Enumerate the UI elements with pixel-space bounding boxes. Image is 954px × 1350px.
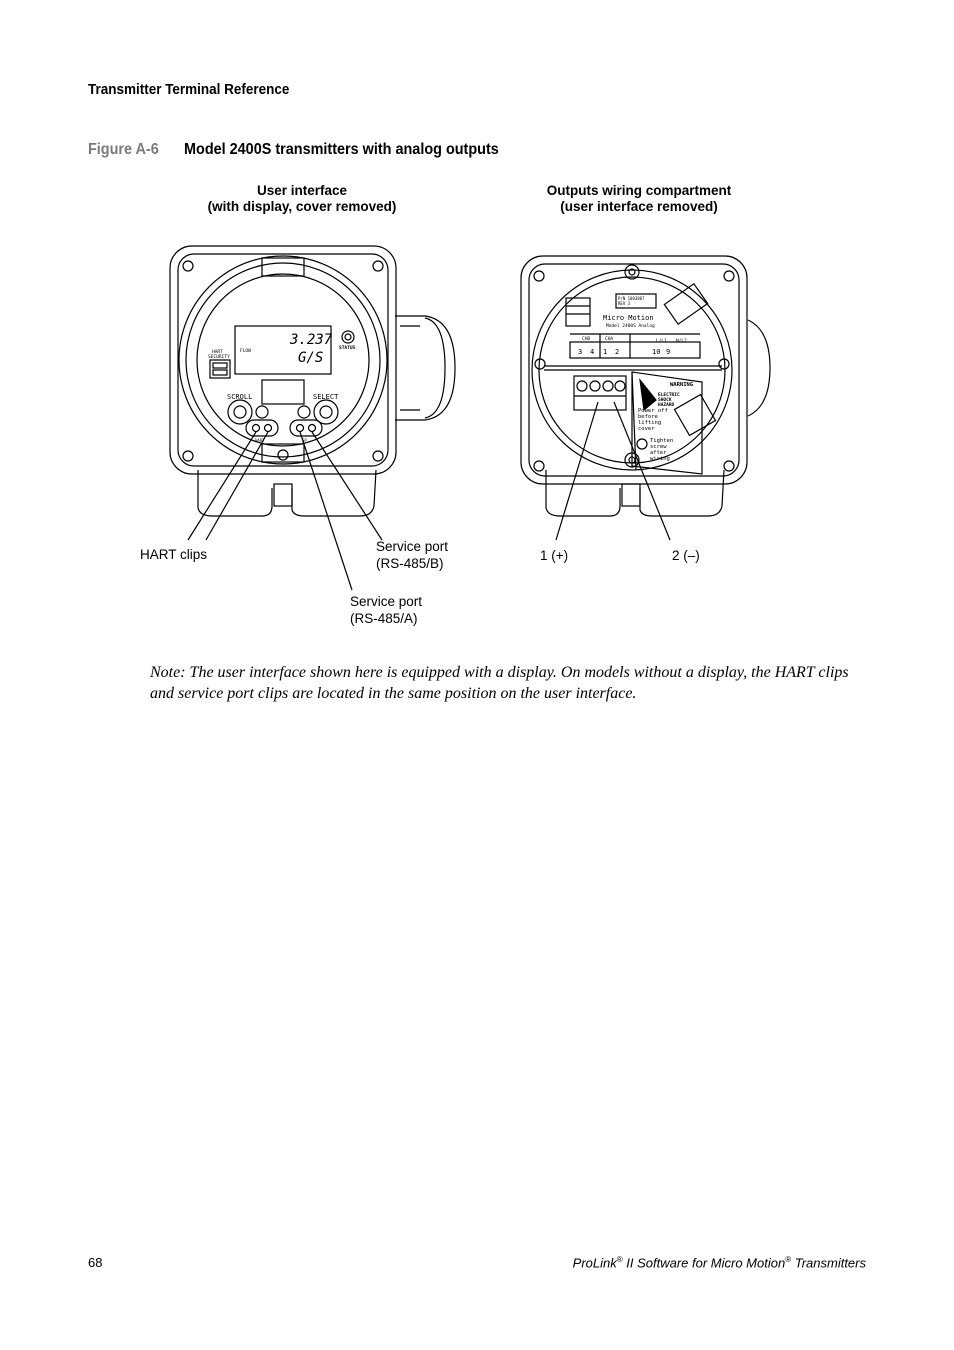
footer-product-rest: II Software for Micro Motion [622, 1255, 786, 1271]
footer-title [573, 1255, 866, 1270]
hazard-line1: ELECTRIC [658, 393, 680, 398]
status-label: STATUS [339, 346, 356, 351]
tighten-line: screw [650, 444, 667, 450]
right-caption-line1: Outputs wiring compartment [546, 183, 732, 198]
footer-product: ProLink [572, 1255, 617, 1271]
right-transmitter-drawing [521, 256, 770, 540]
section-title: Transmitter Terminal Reference [88, 82, 290, 98]
service-port-b-line1: Service port [376, 539, 449, 554]
page-number: 68 [88, 1255, 103, 1270]
left-caption-line2: (with display, cover removed) [207, 199, 397, 214]
registered-mark: ® [616, 1255, 623, 1264]
model-label: Model 2400S Analog [606, 324, 655, 329]
tighten-line: wiring [650, 456, 670, 462]
hazard-line3: HAZARD [658, 403, 675, 408]
pn-line2: REV 3 [618, 301, 631, 306]
figure-note: Note: The user interface shown here is equipped with a display. On models without a display, the HART clips and service port clips are located in the same position on the user interface. [150, 664, 849, 702]
brand-label: Micro Motion [603, 314, 654, 322]
chb-label: CHB [582, 337, 591, 342]
right-caption-line2: (user interface removed) [560, 199, 718, 214]
warning-label: WARNING [670, 382, 694, 388]
tighten-line: after [650, 450, 667, 456]
display-value: 3.237 [290, 332, 333, 348]
hart-security-line1: HART [212, 350, 223, 355]
select-label: SELECT [313, 393, 339, 401]
power-off-line: cover [638, 426, 655, 432]
hazard-line2: SHOCK [658, 398, 672, 403]
terminal-1-callout: 1 (+) [540, 548, 569, 563]
pn-line1: P/N 1003807 [618, 296, 645, 301]
terminal-number: 9 [666, 348, 671, 356]
power-off-line: before [638, 414, 658, 420]
footer-product-tail: Transmitters [791, 1255, 866, 1271]
power-n-label: N/L2 [676, 339, 687, 344]
service-port-b-callout [376, 538, 448, 572]
registered-mark: ® [785, 1255, 792, 1264]
flow-label: FLOW [240, 349, 251, 354]
hart-security-line2: SECURITY [208, 355, 230, 360]
terminal-2-callout: 2 (–) [672, 548, 700, 563]
power-off-line: Power off [638, 408, 668, 414]
power-l-label: L/L1 [656, 339, 667, 344]
sp-port-label: SP [302, 438, 307, 443]
terminal-number: 3 [578, 348, 583, 356]
service-port-a-line1: Service port [350, 594, 423, 609]
hart-clips-callout: HART clips [140, 547, 208, 562]
terminal-number: 10 [652, 348, 661, 356]
hart-port-label: HART [255, 438, 265, 443]
cha-label: CHA [605, 337, 614, 342]
service-port-a-line2: (RS-485/A) [350, 611, 418, 626]
service-port-a-callout [350, 593, 422, 627]
terminal-number: 1 [603, 348, 608, 356]
left-caption-line1: User interface [256, 183, 348, 198]
figure-title: Model 2400S transmitters with analog outputs [184, 141, 499, 158]
display-units: G/S [298, 350, 324, 366]
terminal-number: 2 [615, 348, 620, 356]
scroll-label: SCROLL [227, 393, 253, 401]
terminal-number: 4 [590, 348, 595, 356]
tighten-line: Tighten [650, 438, 674, 444]
service-port-b-line2: (RS-485/B) [376, 556, 444, 571]
figure-label: Figure A-6 [88, 141, 159, 158]
power-off-line: lifting [638, 420, 662, 426]
